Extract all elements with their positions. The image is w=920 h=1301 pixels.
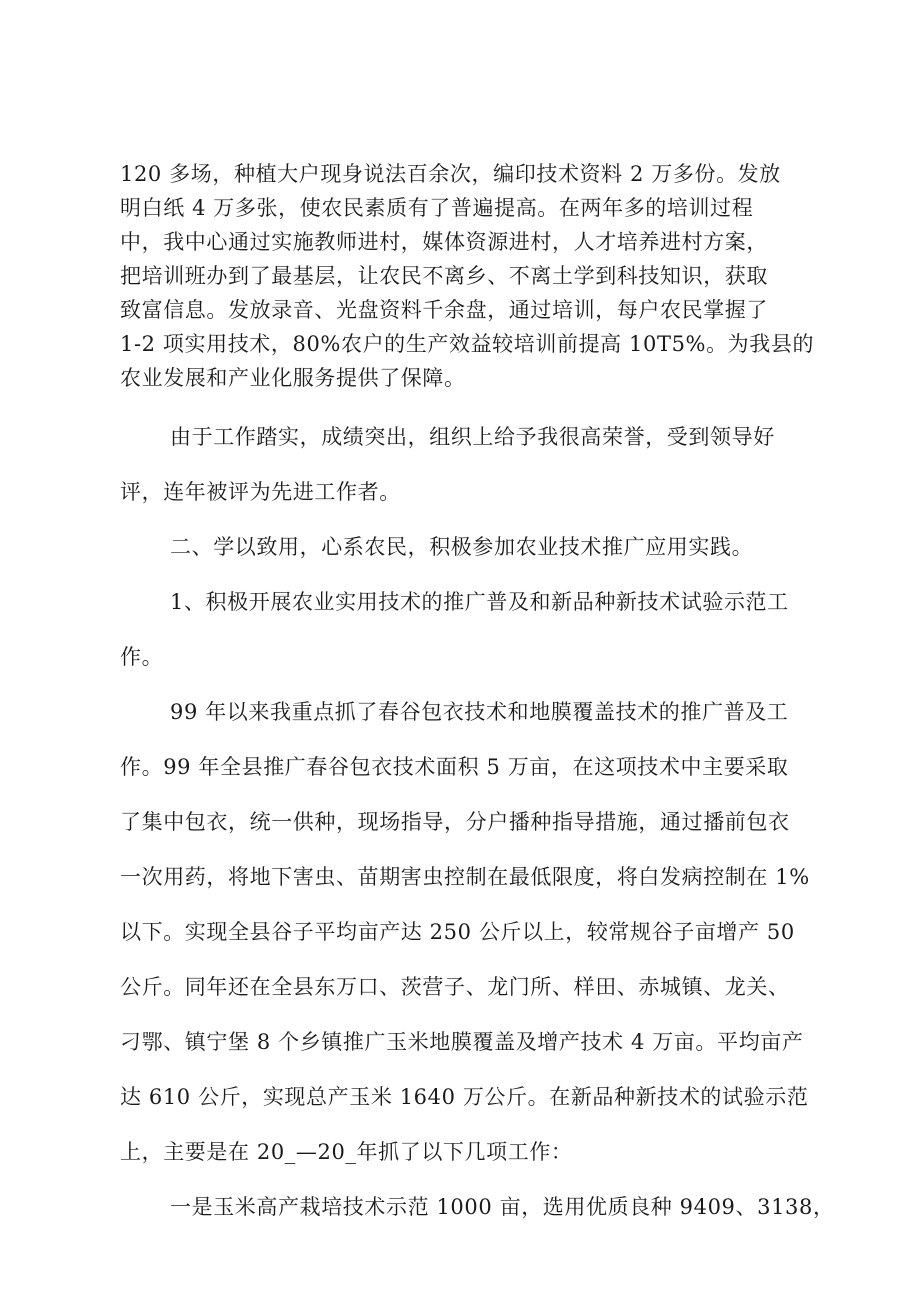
subsection-heading-line: 作。 (120, 645, 164, 669)
body-text-line: 中，我中心通过实施教师进村，媒体资源进村，人才培养进村方案， (120, 230, 768, 254)
body-text-line: 一次用药，将地下害虫、苗期害虫控制在最低限度，将白发病控制在 1% (120, 865, 810, 889)
body-text-line: 公斤。同年还在全县东万口、茨营子、龙门所、样田、赤城镇、龙关、 (120, 975, 790, 999)
body-text-line: 把培训班办到了最基层，让农民不离乡、不离土学到科技知识，获取 (120, 264, 768, 288)
body-text-line: 由于工作踏实，成绩突出，组织上给予我很高荣誉，受到领导好 (170, 425, 775, 449)
body-text-line: 上，主要是在 20_—20_年抓了以下几项工作： (120, 1140, 573, 1164)
body-text-line: 致富信息。发放录音、光盘资料千余盘，通过培训，每户农民掌握了 (120, 298, 768, 322)
body-text-line: 1-2 项实用技术，80%农户的生产效益较培训前提高 10T5%。为我县的 (120, 332, 815, 356)
body-text-line: 评，连年被评为先进工作者。 (120, 480, 401, 504)
body-text-line: 明白纸 4 万多张，使农民素质有了普遍提高。在两年多的培训过程 (120, 196, 754, 220)
body-text-line: 99 年以来我重点抓了春谷包衣技术和地膜覆盖技术的推广普及工 (170, 700, 789, 724)
body-text-line: 刁鄂、镇宁堡 8 个乡镇推广玉米地膜覆盖及增产技术 4 万亩。平均亩产 (120, 1030, 804, 1054)
body-text-line: 农业发展和产业化服务提供了保障。 (120, 366, 466, 390)
body-text-line: 120 多场，种植大户现身说法百余次，编印技术资料 2 万多份。发放 (120, 162, 781, 186)
body-text-line: 一是玉米高产栽培技术示范 1000 亩，选用优质良种 9409、3138， (170, 1195, 835, 1219)
body-text-line: 以下。实现全县谷子平均亩产达 250 公斤以上，较常规谷子亩增产 50 (120, 920, 795, 944)
section-heading: 二、学以致用，心系农民，积极参加农业技术推广应用实践。 (170, 535, 754, 559)
body-text-line: 达 610 公斤，实现总产玉米 1640 万公斤。在新品种新技术的试验示范 (120, 1085, 809, 1109)
body-text-line: 了集中包衣，统一供种，现场指导，分户播种指导措施，通过播前包衣 (120, 810, 790, 834)
subsection-heading-line: 1、积极开展农业实用技术的推广普及和新品种新技术试验示范工 (170, 590, 789, 614)
body-text-line: 作。99 年全县推广春谷包衣技术面积 5 万亩，在这项技术中主要采取 (120, 755, 789, 779)
